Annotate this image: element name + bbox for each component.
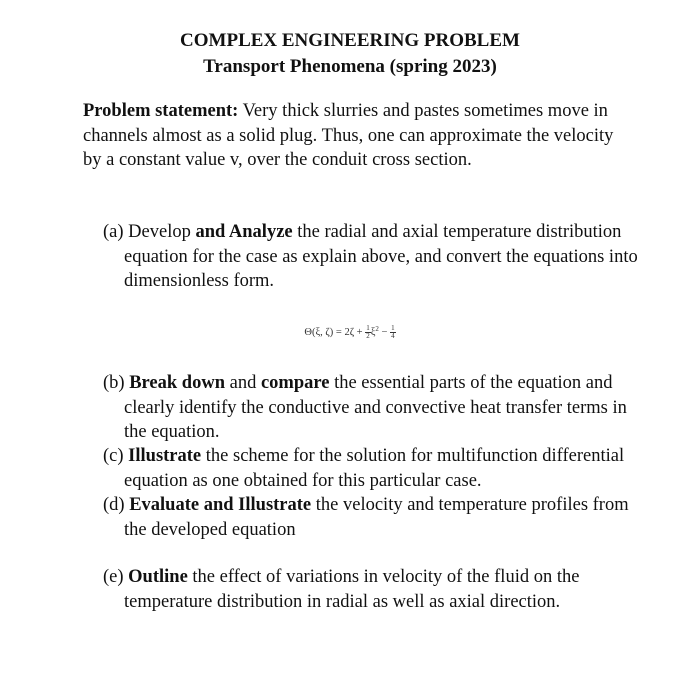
question-e-text: the effect of variations in velocity of the fluid on the temperature distribution in radial as well as axial direction.	[124, 567, 580, 612]
fraction-denominator: 4	[391, 332, 395, 341]
document-subtitle: Transport Phenomena (spring 2023)	[203, 56, 497, 77]
equation-fraction-quarter	[390, 325, 396, 340]
question-b-mid: and	[229, 373, 257, 393]
question-d-text: the velocity and temperature profiles from the developed equation	[124, 495, 629, 540]
fraction-numerator: 1	[366, 324, 370, 333]
fraction-denominator: 2	[366, 332, 370, 341]
problem-statement	[83, 99, 628, 173]
problem-statement-label: Problem statement:	[83, 101, 239, 121]
question-b-marker: (b)	[103, 373, 125, 393]
question-b	[103, 371, 654, 445]
equation-minus: −	[381, 327, 388, 338]
dimensionless-equation	[0, 322, 700, 340]
question-e	[103, 565, 654, 614]
question-e-marker: (e)	[103, 567, 124, 587]
question-b-bold-2: compare	[260, 373, 330, 393]
question-c-bold: Illustrate	[128, 446, 202, 466]
question-e-bold: Outline	[128, 567, 188, 587]
equation-lhs: Θ(ξ, ζ) = 2ζ +	[304, 327, 363, 338]
document-title: COMPLEX ENGINEERING PROBLEM	[180, 30, 520, 51]
question-c	[103, 444, 654, 493]
question-d-marker: (d)	[103, 495, 125, 515]
question-d	[103, 493, 654, 542]
equation-exponent: 2	[375, 325, 379, 333]
equation-xi: ξ	[370, 327, 376, 338]
question-d-bold: Evaluate and Illustrate	[129, 495, 312, 515]
question-a-text: the radial and axial temperature distribution equation for the case as explain above, and convert the equations into dimensionless form.	[124, 222, 638, 291]
question-a-marker: (a) Develop	[103, 222, 191, 242]
question-b-text: the essential parts of the equation and clearly identify the conductive and convective heat transfer terms in the equation.	[124, 373, 627, 442]
question-c-marker: (c)	[103, 446, 124, 466]
question-c-text: the scheme for the solution for multifunction differential equation as one obtained for this particular case.	[124, 446, 625, 491]
problem-statement-text: Very thick slurries and pastes sometimes move in channels almost as a solid plug. Thus, one can approximate the velocity by a constant value v, over the conduit cross section.	[83, 101, 614, 170]
question-b-bold-1: Break down	[129, 373, 225, 393]
question-a	[103, 220, 654, 294]
fraction-numerator: 1	[391, 324, 395, 333]
question-a-bold: and Analyze	[195, 222, 293, 242]
document-header	[0, 28, 700, 80]
